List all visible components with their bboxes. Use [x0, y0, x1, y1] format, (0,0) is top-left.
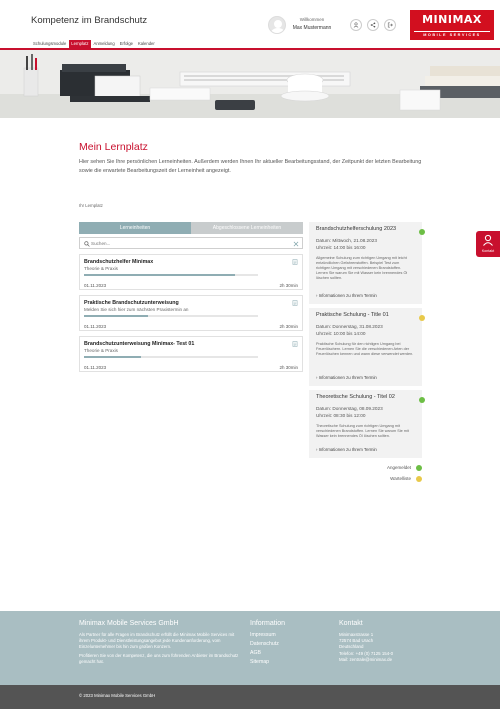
user-button[interactable] — [350, 19, 362, 31]
hero-image — [0, 50, 500, 118]
legend-dot — [416, 476, 422, 482]
share-button[interactable] — [367, 19, 379, 31]
tab-abgeschlossene-lerneinheiten[interactable]: Abgeschlossene Lerneinheiten — [191, 222, 303, 234]
footer-about — [79, 632, 239, 665]
course-card[interactable] — [79, 254, 303, 290]
event-date: Datum: Mittwoch, 21.08.2023 — [316, 238, 377, 243]
footer-link-impressum[interactable]: Impressum — [250, 632, 276, 638]
course-date: 01.11.2023 — [84, 365, 107, 370]
footer-link-datenschutz[interactable]: Datenschutz — [250, 641, 279, 647]
course-duration: 2h 30min — [279, 365, 298, 370]
event-card[interactable] — [309, 222, 422, 304]
event-time: Uhrzeit: 14:00 bis 16:00 — [316, 245, 366, 250]
site-header — [0, 0, 500, 48]
event-description: Theoretische Schulung zum richtigen Umgang mit verschiedenen Brandstoffen. Lernen Sie warum Sie mit Wasser kein brennendes Öl löschen sollten. — [316, 424, 409, 438]
nav-item-erfolge[interactable]: Erfolge — [119, 41, 133, 46]
event-date: Datum: Donnerstag, 31.08.2023 — [316, 324, 383, 329]
progress-fill — [84, 315, 148, 317]
welcome-text: Willkommen — [299, 17, 325, 22]
search-input[interactable] — [91, 239, 281, 248]
event-title: Praktische Schulung - Title 01 — [316, 312, 389, 318]
legend-label: Angemeldet — [386, 465, 411, 470]
document-icon — [292, 341, 298, 347]
course-card[interactable] — [79, 295, 303, 331]
event-card[interactable] — [309, 308, 422, 386]
course-duration: 2h 30min — [279, 324, 298, 329]
course-duration: 2h 30min — [279, 283, 298, 288]
nav-item-schulungsmodule[interactable]: Schulungsmodule — [33, 41, 67, 46]
progress-fill — [84, 274, 235, 276]
footer-contact-line: 72574 Bad Urach — [339, 638, 374, 643]
event-description: Praktische Schulung für den richtigen Umgang bei Feuerlöschern. Lernen Sie die verschiedenen Arten der Feuerlöschen kennen und wann diese verwendet werden. — [316, 342, 414, 356]
course-title: Brandschutzunterweisung Minimax- Test 01 — [84, 341, 195, 347]
logo-subline: MOBILE SERVICES — [414, 31, 490, 37]
intro-text: Hier sehen Sie Ihre persönlichen Lerneinheiten. Außerdem werden Ihnen Ihr aktueller Bearbeitungsstand, der Zeitpunkt der letzten Bearbeitung sowie die erwartete Bearbeitungszeit der Lerneinheit angezeigt. — [79, 159, 422, 174]
event-description: Allgemeine Schulung zum richtigen Umgang mit leicht entzündlichen Gefahrenstoffen. Beispiel Test zum richtigen Umgang mit verschiedenen Brandstoffen. Lernen Sie warum Sie mit Wasser kein brennendes Öl löschen sollten. — [316, 256, 408, 280]
copyright-text: © 2023 Minimax Mobile Services GmbH — [79, 693, 156, 698]
contact-side-tab[interactable] — [476, 231, 500, 257]
event-info-link-label: Informationen zu Ihrem Termin — [318, 293, 377, 298]
event-info-link[interactable]: › Informationen zu Ihrem Termin — [316, 293, 377, 298]
event-info-link-label: Informationen zu Ihrem Termin — [318, 375, 377, 380]
event-title: Theoretische Schulung - Titel 02 — [316, 394, 395, 400]
course-title: Brandschutzhelfer Minimax — [84, 259, 154, 265]
footer-about-text: Als Partner für alle Fragen im Brandschutz erfüllt die Minimax Mobile Services mit ihrem Produkt- und Dienstleistungsangebot jede Kundenanforderung, vom Einzelunternehmer bis hin zum großen Konzern. — [79, 632, 235, 649]
course-card[interactable] — [79, 336, 303, 372]
footer-about-text: Profitieren Sie von der Kompetenz, die uns zum führenden Anbieter im Brandschutz gemacht hat. — [79, 653, 239, 664]
course-date: 01.11.2023 — [84, 283, 107, 288]
footer-link-agb[interactable]: AGB — [250, 650, 261, 656]
event-card[interactable] — [309, 390, 422, 458]
share-icon — [370, 22, 376, 28]
footer-link-sitemap[interactable]: Sitemap — [250, 659, 270, 665]
footer-contact-heading: Kontakt — [339, 620, 363, 627]
avatar[interactable] — [268, 16, 286, 34]
user-icon — [353, 22, 359, 28]
event-date: Datum: Donnerstag, 08.09.2023 — [316, 406, 383, 411]
progress-fill — [84, 356, 141, 358]
course-title: Praktische Brandschutzunterweisung — [84, 300, 179, 306]
progress-bar — [84, 315, 258, 317]
footer-contact-mail[interactable]: Mail: zentrale@minimax.de — [339, 657, 393, 662]
footer-contact-phone: Telefon: +49 (0) 7125 154-0 — [339, 651, 394, 656]
lerneinheiten-tabs — [79, 222, 303, 234]
status-dot — [419, 397, 425, 403]
search-field — [79, 237, 303, 249]
legend-dot — [416, 465, 422, 471]
event-info-link[interactable]: › Informationen zu Ihrem Termin — [316, 375, 377, 380]
minimax-logo[interactable] — [410, 10, 494, 40]
course-subtitle: Theorie & Praxis — [84, 266, 118, 271]
progress-bar — [84, 356, 258, 358]
site-footer — [0, 611, 500, 685]
nav-item-kalender[interactable]: Kalender — [138, 41, 155, 46]
event-time: Uhrzeit: 10:00 bis 14:00 — [316, 331, 366, 336]
event-info-link[interactable]: › Informationen zu Ihrem Termin — [316, 447, 377, 452]
document-icon — [292, 259, 298, 265]
breadcrumb[interactable]: Ihr Lernplatz — [79, 203, 103, 208]
status-dot — [419, 315, 425, 321]
contact-side-tab-label: Kontakt — [481, 249, 495, 253]
logout-button[interactable] — [384, 19, 396, 31]
desk-illustration — [0, 50, 500, 118]
site-title: Kompetenz im Brandschutz — [31, 15, 148, 26]
close-icon[interactable] — [293, 241, 299, 247]
course-date: 01.11.2023 — [84, 324, 107, 329]
course-subtitle: Theorie & Praxis — [84, 348, 118, 353]
footer-company: Minimax Mobile Services GmbH — [79, 620, 179, 627]
footer-contact-line: Deutschland — [339, 644, 364, 649]
tab-lerneinheiten[interactable]: Lerneinheiten — [79, 222, 191, 234]
legend-item — [340, 476, 422, 484]
progress-bar — [84, 274, 258, 276]
nav-item-lernplatz[interactable]: Lernplatz — [69, 40, 90, 49]
legend-label: Wartelliste — [390, 476, 411, 481]
footer-info-heading: Information — [250, 620, 286, 627]
logout-icon — [387, 22, 393, 28]
footer-contact-line: Minimaxstrasse 1 — [339, 632, 374, 637]
event-time: Uhrzeit: 08:30 bis 12:00 — [316, 413, 366, 418]
copyright-bar — [0, 685, 500, 709]
nav-item-anmeldung[interactable]: Anmeldung — [93, 41, 115, 46]
document-icon — [292, 300, 298, 306]
contact-person-icon — [482, 234, 494, 246]
username: Max Mustermann — [292, 25, 332, 31]
legend-item — [340, 465, 422, 473]
page-title: Mein Lernplatz — [79, 141, 148, 153]
event-title: Brandschutzhelferschulung 2023 — [316, 226, 397, 232]
logo-wordmark: MINIMAX — [422, 13, 482, 26]
course-subtitle: Melden Sie sich hier zum nächsten Praxistermin an — [84, 307, 189, 312]
status-dot — [419, 229, 425, 235]
event-info-link-label: Informationen zu Ihrem Termin — [318, 447, 377, 452]
search-icon — [84, 241, 90, 247]
